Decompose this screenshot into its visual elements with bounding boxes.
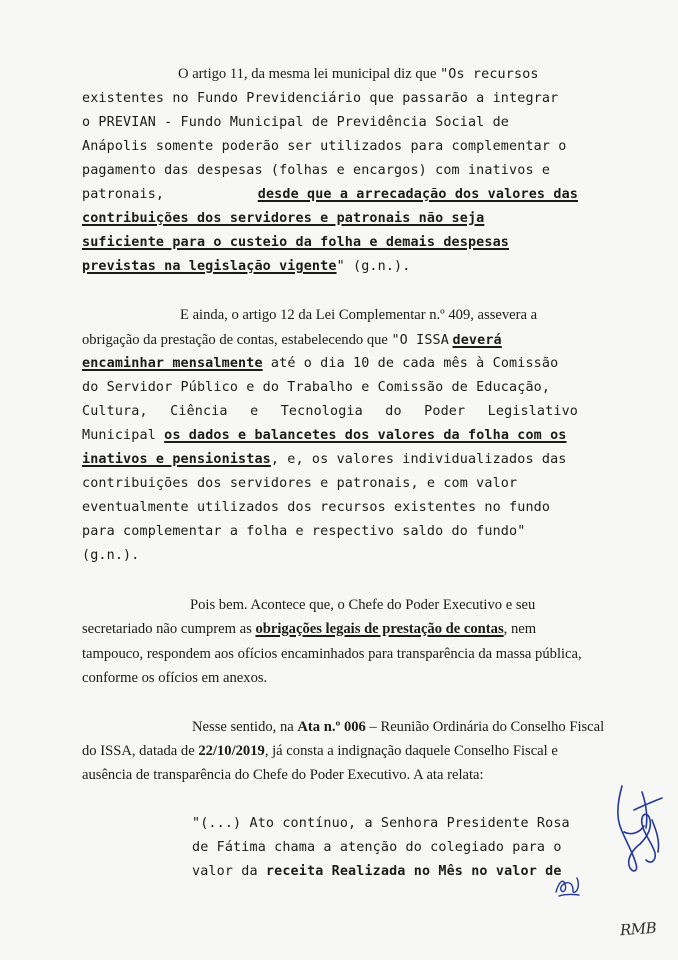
word: e (250, 404, 259, 419)
paragraph-line: o PREVIAN - Fundo Municipal de Previdência Social de (82, 115, 510, 130)
text-segment: "O ISSA (391, 333, 449, 348)
text-segment: , e, os valores individualizados das (270, 452, 567, 467)
paragraph-line: pagamento das despesas (folhas e encargos) com inativos e (82, 163, 551, 178)
word: Tecnologia (280, 404, 363, 419)
paragraph-line (82, 451, 567, 469)
highlighted-text: previstas na legislação vigente (82, 259, 337, 274)
paragraph-line (82, 620, 536, 638)
signature-icon (612, 780, 672, 880)
highlighted-text: desde que a arrecadação dos valores das (257, 187, 578, 202)
quote-line: de Fátima chama a atenção do colegiado para o (192, 840, 562, 855)
text-segment: obrigação da prestação de contas, estabelecendo que (82, 332, 388, 348)
paragraph-line (82, 355, 558, 373)
highlighted-text: os dados e balancetes dos valores da folha com os (164, 428, 567, 443)
paragraph-line (82, 403, 578, 421)
paragraph-line: eventualmente utilizados dos recursos existentes no fundo (82, 500, 551, 515)
paragraph-line (82, 742, 558, 760)
highlighted-text: obrigações legais de prestação de contas (255, 621, 504, 637)
handwritten-mark-icon (553, 872, 583, 898)
highlighted-text: encaminhar mensalmente (82, 356, 263, 371)
word: Cultura, (82, 404, 148, 419)
paragraph-line: Pois bem. Acontece que, o Chefe do Poder Executivo e seu (190, 597, 536, 613)
paragraph-line (192, 718, 604, 736)
word: Ciência (170, 404, 228, 419)
text-segment: Nesse sentido, na (192, 719, 294, 735)
paragraph-line: contribuições dos servidores e patronais, e com valor (82, 476, 518, 491)
paragraph-line (82, 331, 502, 350)
paragraph-line: (g.n.). (82, 548, 140, 563)
paragraph-line: para complementar a folha e respectivo saldo do fundo" (82, 524, 526, 539)
text-segment: – Reunião Ordinária do Conselho Fiscal (369, 719, 605, 735)
text-segment: "Os recursos (440, 67, 539, 82)
text-segment: " (g.n.). (336, 259, 411, 274)
initials-mark: RMB (619, 918, 657, 940)
text-segment: valor da (192, 864, 258, 879)
paragraph-line: conforme os ofícios em anexos. (82, 670, 268, 686)
bold-text: receita Realizada no Mês no valor de (265, 864, 562, 879)
bold-text: Ata n.º 006 (297, 719, 366, 735)
text-segment: O artigo 11, da mesma lei municipal diz que (178, 66, 441, 82)
paragraph-line (82, 186, 578, 204)
paragraph-line: E ainda, o artigo 12 da Lei Complementar n.º 409, assevera a (180, 307, 538, 323)
text-segment: do ISSA, datada de (82, 743, 195, 759)
paragraph-line: existentes no Fundo Previdenciário que passarão a integrar (82, 91, 559, 106)
bold-text: 22/10/2019 (198, 743, 265, 759)
text-segment: patronais, (82, 187, 165, 202)
text-segment: Municipal (82, 428, 156, 443)
text-segment: , nem (503, 621, 537, 637)
word: Legislativo (487, 404, 578, 419)
word: Poder (424, 404, 466, 419)
word: do (385, 404, 402, 419)
quote-line: "(...) Ato contínuo, a Senhora Presidente Rosa (192, 816, 570, 831)
paragraph-line: do Servidor Público e do Trabalho e Comissão de Educação, (82, 380, 551, 395)
text-segment: , já consta a indignação daquele Conselho Fiscal e (264, 743, 558, 759)
paragraph-line (82, 258, 411, 276)
paragraph-line: Anápolis somente poderão ser utilizados para complementar o (82, 139, 567, 154)
text-segment: secretariado não cumprem as (82, 621, 252, 637)
highlighted-text: deverá (452, 333, 502, 348)
paragraph-line (82, 427, 567, 445)
highlighted-text: inativos e pensionistas (82, 452, 271, 467)
paragraph-line: tampouco, respondem aos ofícios encaminhados para transparência da massa pública, (82, 646, 582, 662)
paragraph-line (178, 65, 539, 84)
quote-line (192, 863, 562, 881)
highlighted-text: suficiente para o custeio da folha e demais despesas (82, 235, 510, 250)
paragraph-line: ausência de transparência do Chefe do Poder Executivo. A ata relata: (82, 767, 484, 783)
highlighted-text: contribuições dos servidores e patronais não seja (82, 211, 485, 226)
text-segment: até o dia 10 de cada mês à Comissão (270, 356, 559, 371)
